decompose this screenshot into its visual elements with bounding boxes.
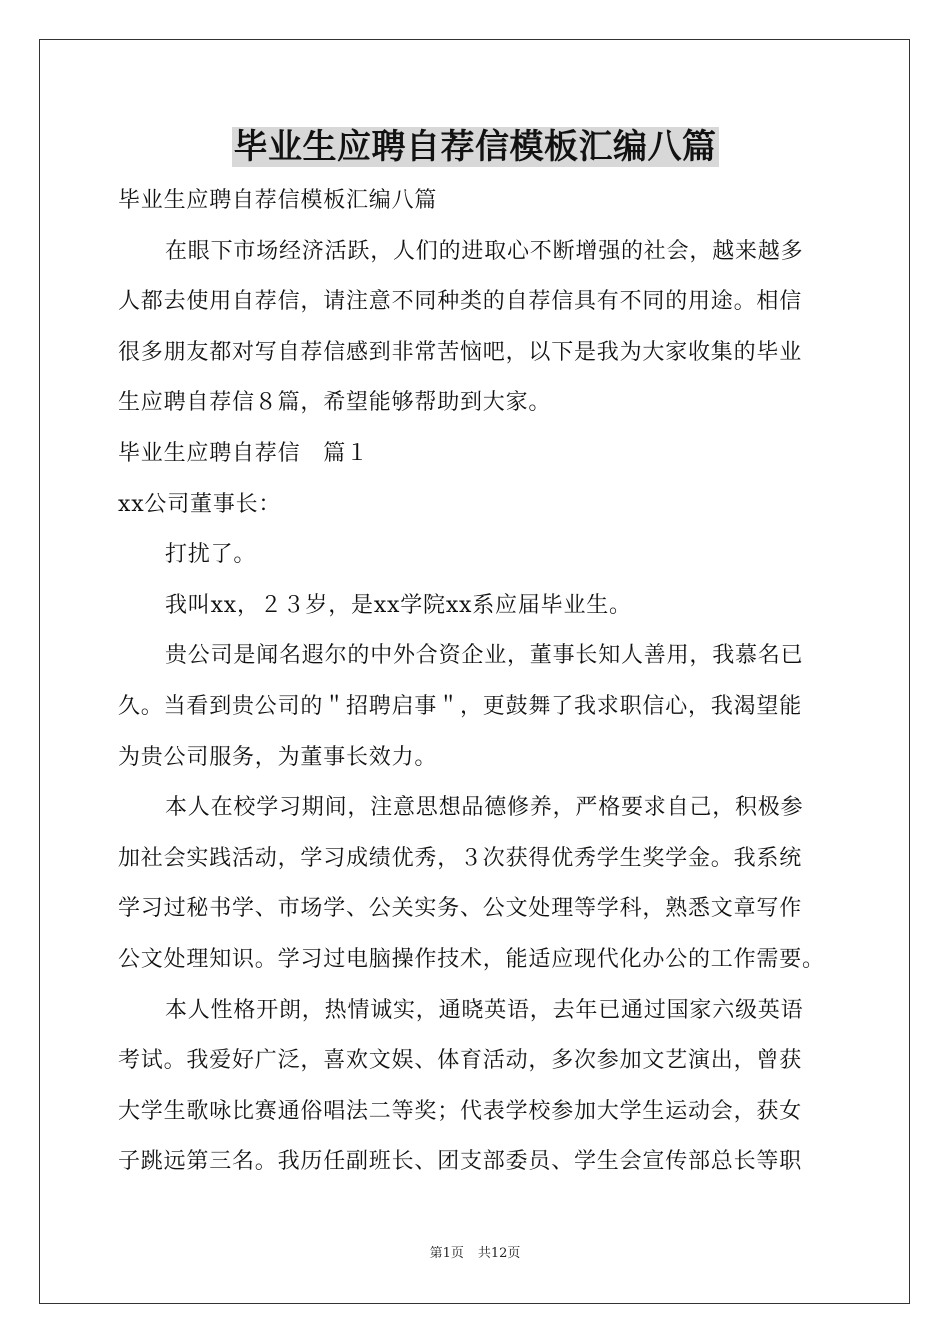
body-line: 子跳远第三名。我历任副班长、团支部委员、学生会宣传部总长等职 <box>118 1149 803 1175</box>
body-line: 公文处理知识。学习过电脑操作技术，能适应现代化办公的工作需要。 <box>118 946 825 972</box>
letter-salutation: xx公司董事长： <box>118 491 282 517</box>
body-line: 本人在校学习期间，注意思想品德修养，严格要求自己，积极参 <box>165 795 804 821</box>
body-line: 学习过秘书学、市场学、公关实务、公文处理等学科，熟悉文章写作 <box>118 896 803 922</box>
body-line: 为贵公司服务，为董事长效力。 <box>118 744 438 770</box>
document-title-text: 毕业生应聘自荐信模板汇编八篇 <box>233 127 717 167</box>
body-line: 很多朋友都对写自荐信感到非常苦恼吧，以下是我为大家收集的毕业 <box>118 339 803 365</box>
body-line: 人都去使用自荐信，请注意不同种类的自荐信具有不同的用途。相信 <box>118 289 803 315</box>
body-line: 贵公司是闻名遐尔的中外合资企业，董事长知人善用，我慕名已 <box>165 643 804 669</box>
body-line: 在眼下市场经济活跃，人们的进取心不断增强的社会，越来越多 <box>165 238 804 264</box>
body-line: 久。当看到贵公司的＂招聘启事＂，更鼓舞了我求职信心，我渴望能 <box>118 693 803 719</box>
body-line: 我叫xx，２３岁，是xx学院xx系应届毕业生。 <box>165 592 632 618</box>
page-number: 第1页 <box>429 1246 464 1261</box>
body-line-subtitle: 毕业生应聘自荐信模板汇编八篇 <box>118 188 438 213</box>
page-footer <box>0 1244 950 1264</box>
body-line: 本人性格开朗，热情诚实，通晓英语，去年已通过国家六级英语 <box>165 997 804 1023</box>
body-line: 考试。我爱好广泛，喜欢文娱、体育活动，多次参加文艺演出，曾获 <box>118 1048 803 1074</box>
body-line: 大学生歌咏比赛通俗唱法二等奖；代表学校参加大学生运动会，获女 <box>118 1098 803 1124</box>
page-total: 共12页 <box>477 1246 521 1261</box>
document-body <box>118 176 858 1188</box>
body-line: 加社会实践活动，学习成绩优秀，３次获得优秀学生奖学金。我系统 <box>118 845 803 871</box>
document-title <box>0 122 950 172</box>
body-line: 打扰了。 <box>165 542 257 568</box>
section-heading: 毕业生应聘自荐信 篇１ <box>118 440 369 466</box>
body-line: 生应聘自荐信８篇，希望能够帮助到大家。 <box>118 390 552 416</box>
